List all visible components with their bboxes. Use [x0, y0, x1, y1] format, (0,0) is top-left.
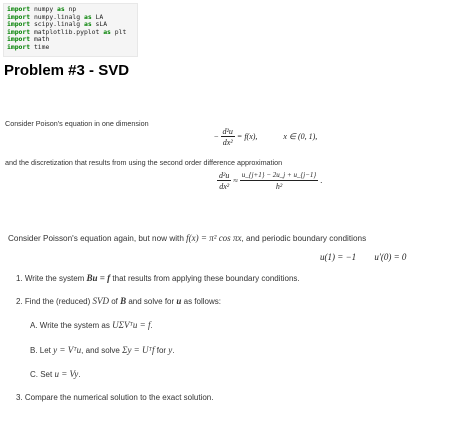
fraction-numerator: d²u — [222, 127, 233, 136]
code-text: np — [64, 5, 77, 13]
difference-approximation — [217, 171, 322, 191]
item-math: y = Vᵀu — [53, 345, 82, 355]
item-text: 3. Compare the numerical solution to the exact solution. — [16, 393, 214, 402]
item-text: for — [154, 346, 169, 355]
second-derivative — [217, 171, 231, 191]
item-math: SVD — [92, 296, 109, 306]
item-text: . — [172, 346, 175, 355]
minus-sign: − — [214, 131, 219, 141]
difference-quotient — [240, 171, 318, 191]
code-keyword: import — [7, 20, 31, 28]
item-text: and solve for — [126, 297, 177, 306]
code-text: time — [30, 42, 50, 51]
list-item — [30, 320, 153, 330]
fraction-numerator: u_{j+1} − 2u_j + u_{j−1} — [241, 171, 317, 179]
list-item — [16, 273, 300, 283]
code-keyword: import — [7, 27, 31, 36]
list-item — [16, 296, 221, 306]
code-keyword: as — [103, 27, 111, 36]
item-text: , and solve — [81, 346, 123, 355]
item-text: that results from applying these boundary conditions. — [110, 274, 300, 283]
code-keyword: as — [57, 5, 65, 13]
second-derivative — [221, 127, 235, 147]
code-text: LA — [91, 12, 104, 21]
item-math: y — [168, 345, 173, 355]
code-line — [7, 44, 134, 52]
fraction-denominator: h² — [275, 182, 283, 191]
boundary-paragraph — [8, 233, 366, 243]
fraction-numerator: d²u — [219, 171, 230, 180]
item-text: A. Write the system as — [30, 321, 113, 330]
paragraph-text: Consider Poisson's equation again, but now with — [8, 234, 187, 243]
item-text: 2. Find the (reduced) — [16, 297, 93, 306]
code-keyword: as — [83, 12, 92, 21]
item-text: as follows: — [181, 297, 221, 306]
item-math: UΣVᵀu = f — [112, 320, 151, 330]
right-boundary-condition: u′(0) = 0 — [374, 252, 407, 262]
fraction-denominator: dx² — [219, 182, 230, 191]
code-text: plt — [110, 27, 127, 36]
item-text: B. Let — [30, 346, 54, 355]
item-math: Bu = f — [86, 273, 111, 283]
page-title: Problem #3 - SVD — [4, 62, 130, 79]
item-text: 1. Write the system — [16, 274, 87, 283]
fraction-denominator: dx² — [222, 138, 233, 147]
approx-sign: ≈ — [233, 175, 238, 185]
list-item — [16, 393, 213, 402]
item-text: . — [78, 370, 81, 379]
item-text: . — [150, 321, 153, 330]
poisson-equation — [214, 127, 317, 147]
left-boundary-condition: u(1) = −1 — [320, 252, 357, 262]
list-item — [30, 369, 80, 379]
code-cell[interactable] — [3, 3, 138, 57]
code-text: sLA — [91, 20, 108, 28]
item-math: u = Vy — [54, 369, 79, 379]
code-text: math — [30, 35, 50, 43]
forcing-function: f(x) = π² cos πx — [186, 233, 242, 243]
equation-rhs: = f(x), — [236, 131, 258, 141]
intro-paragraph: Consider Poison's equation in one dimension — [5, 119, 149, 128]
code-keyword: import — [7, 35, 31, 43]
item-text: of — [108, 297, 121, 306]
code-keyword: import — [7, 5, 31, 13]
period: . — [320, 175, 323, 185]
boundary-conditions — [320, 252, 406, 262]
item-math: Σy = Uᵀf — [122, 345, 155, 355]
discretization-paragraph: and the discretization that results from using the second order difference approximation — [5, 158, 283, 167]
paragraph-text: , and periodic boundary conditions — [241, 234, 367, 243]
item-text: C. Set — [30, 370, 55, 379]
code-text: numpy — [30, 5, 58, 13]
list-item — [30, 345, 175, 355]
code-text: scipy.linalg — [30, 20, 84, 28]
code-text: numpy.linalg — [30, 12, 84, 21]
item-math: B — [120, 296, 127, 306]
code-text: matplotlib.pyplot — [30, 27, 104, 36]
item-math: u — [176, 296, 182, 306]
code-keyword: import — [7, 12, 31, 21]
code-keyword: import — [7, 42, 31, 51]
code-keyword: as — [83, 20, 92, 28]
equation-domain: x ∈ (0, 1), — [283, 131, 318, 141]
